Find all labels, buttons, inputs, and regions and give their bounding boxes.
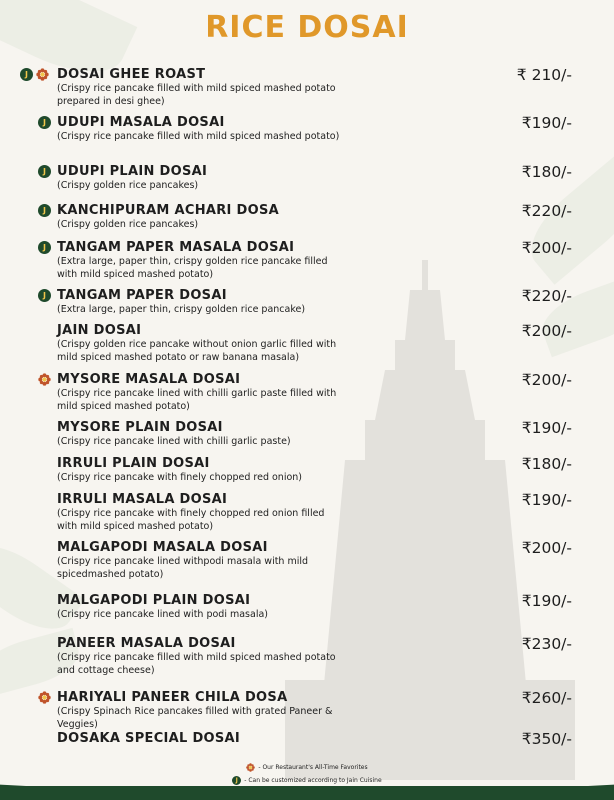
item-name: KANCHIPURAM ACHARI DOSA: [57, 203, 279, 218]
item-price: ₹200/-: [521, 322, 572, 340]
item-icons: [38, 165, 51, 178]
menu-item: [57, 540, 587, 581]
jain-badge-icon: J: [20, 68, 33, 81]
item-price: ₹ 210/-: [516, 66, 572, 84]
item-price: ₹190/-: [521, 114, 572, 132]
menu-item: [57, 492, 587, 533]
item-name: DOSAKA SPECIAL DOSAI: [57, 731, 241, 746]
item-name: UDUPI PLAIN DOSAI: [57, 164, 208, 179]
item-price: ₹180/-: [521, 455, 572, 473]
menu-item: [43, 163, 587, 193]
item-name: IRRULI MASALA DOSAI: [57, 492, 228, 507]
item-icons: [38, 289, 51, 302]
menu-item: [43, 287, 587, 317]
legend-favorite-text: - Our Restaurant's All-Time Favorites: [258, 764, 368, 771]
item-name: DOSAI GHEE ROAST: [57, 67, 206, 82]
menu-item: [43, 202, 587, 232]
page-title: RICE DOSAI: [205, 10, 409, 45]
item-price: ₹200/-: [521, 539, 572, 557]
jain-badge-icon: J: [38, 241, 51, 254]
item-description: (Crispy rice pancake filled with mild spiced mashed potato): [57, 131, 340, 142]
menu-item: [57, 456, 587, 485]
jain-badge-icon: J: [232, 776, 241, 785]
flower-icon: [246, 763, 255, 772]
item-description: (Crispy rice pancake lined with chilli garlic paste): [57, 436, 291, 447]
item-price: ₹260/-: [521, 689, 572, 707]
item-icons: [38, 116, 51, 129]
item-description: (Crispy rice pancake with finely chopped red onion filled with mild spiced mashed potato): [57, 508, 325, 532]
item-price: ₹230/-: [521, 635, 572, 653]
item-description: (Crispy rice pancake lined with chilli garlic paste filled with mild spiced mashed potato): [57, 388, 337, 412]
flower-icon: [36, 68, 49, 81]
item-icons: [20, 68, 49, 81]
item-name: JAIN DOSAI: [57, 323, 142, 338]
item-price: ₹220/-: [521, 202, 572, 220]
legend-jain: [232, 776, 381, 786]
item-name: UDUPI MASALA DOSAI: [57, 115, 225, 130]
item-price: ₹190/-: [521, 419, 572, 437]
footer-band: [0, 786, 614, 800]
item-name: HARIYALI PANEER CHILA DOSA: [57, 690, 288, 705]
flower-icon: [38, 691, 51, 704]
item-name: MYSORE MASALA DOSAI: [57, 372, 241, 387]
flower-icon: [38, 373, 51, 386]
item-name: TANGAM PAPER MASALA DOSAI: [57, 240, 295, 255]
item-price: ₹190/-: [521, 592, 572, 610]
menu-item: [57, 690, 587, 731]
item-description: (Crispy golden rice pancakes): [57, 219, 199, 230]
menu-item: [57, 323, 587, 364]
item-description: (Crispy rice pancake with finely chopped red onion): [57, 472, 303, 483]
item-price: ₹350/-: [521, 730, 572, 748]
menu-item: [57, 372, 587, 413]
item-description: (Crispy rice pancake lined withpodi masala with mild spicedmashed potato): [57, 556, 309, 580]
menu-item: [57, 593, 587, 622]
item-description: (Crispy Spinach Rice pancakes filled with grated Paneer & Veggies): [57, 706, 333, 730]
item-description: (Crispy rice pancake filled with mild spiced mashed potato and cottage cheese): [57, 652, 336, 676]
item-price: ₹200/-: [521, 239, 572, 257]
item-price: ₹200/-: [521, 371, 572, 389]
item-price: ₹180/-: [521, 163, 572, 181]
item-icons: [38, 691, 51, 704]
jain-badge-icon: J: [38, 204, 51, 217]
item-price: ₹220/-: [521, 287, 572, 305]
menu-item: [43, 239, 587, 281]
item-icons: [38, 241, 51, 254]
legend-jain-text: - Can be customized according to Jain Cuisine: [244, 776, 382, 784]
item-description: (Extra large, paper thin, crispy golden rice pancake filled with mild spiced mashed potato): [57, 256, 328, 280]
legend-favorite: [246, 763, 367, 773]
menu-item: [25, 66, 587, 108]
item-description: (Crispy golden rice pancake without onion garlic filled with mild spiced mashed potato or raw banana masala): [57, 339, 337, 363]
item-price: ₹190/-: [521, 491, 572, 509]
menu-item: [57, 420, 587, 449]
item-description: (Crispy rice pancake lined with podi masala): [57, 609, 268, 620]
item-icons: [38, 204, 51, 217]
item-icons: [38, 373, 51, 386]
menu-item: [43, 114, 587, 144]
item-name: TANGAM PAPER DOSAI: [57, 288, 227, 303]
item-name: IRRULI PLAIN DOSAI: [57, 456, 210, 471]
menu-item: [57, 636, 587, 677]
jain-badge-icon: J: [38, 289, 51, 302]
item-name: MALGAPODI MASALA DOSAI: [57, 540, 268, 555]
jain-badge-icon: J: [38, 116, 51, 129]
jain-badge-icon: J: [38, 165, 51, 178]
item-name: MALGAPODI PLAIN DOSAI: [57, 593, 251, 608]
item-description: (Crispy rice pancake filled with mild spiced mashed potato prepared in desi ghee): [57, 83, 336, 107]
item-name: PANEER MASALA DOSAI: [57, 636, 236, 651]
item-name: MYSORE PLAIN DOSAI: [57, 420, 223, 435]
item-description: (Extra large, paper thin, crispy golden rice pancake): [57, 304, 306, 315]
menu-item: [57, 731, 587, 747]
item-description: (Crispy golden rice pancakes): [57, 180, 199, 191]
